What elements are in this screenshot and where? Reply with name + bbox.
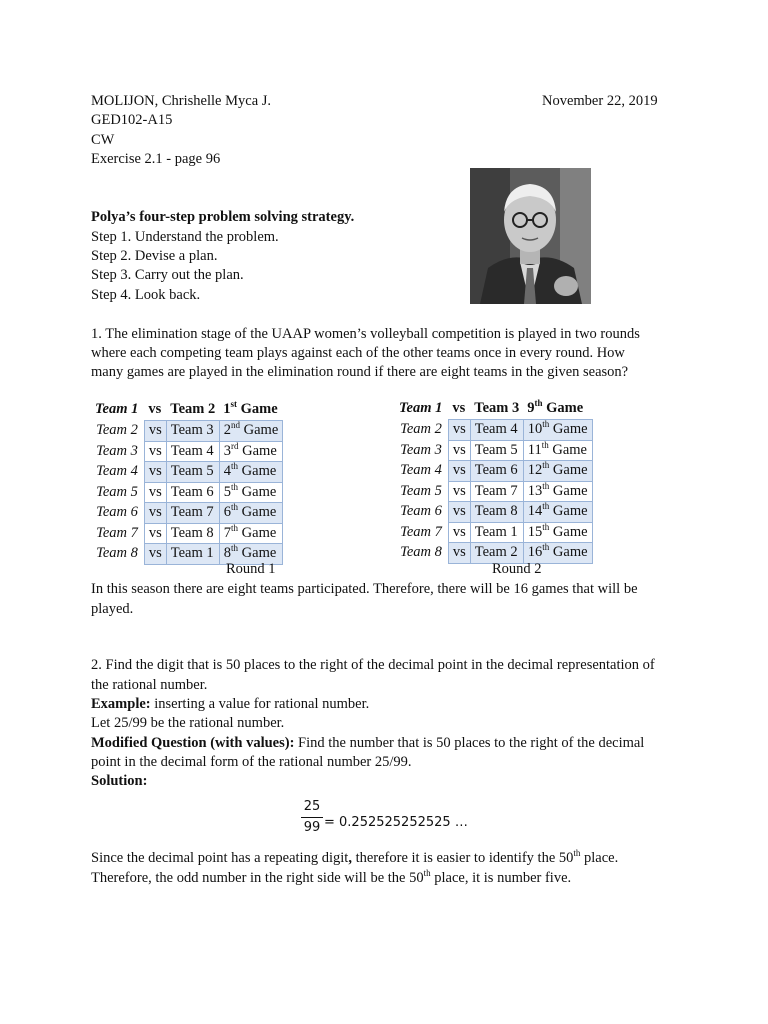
cell-game: 5th Game [219, 482, 283, 503]
cell-vs: vs [448, 481, 470, 502]
decimal-result: = 0.252525252525 … [324, 815, 468, 830]
q2-conclusion-line-2: Therefore, the odd number in the right side will be the 50th place, it is number five. [91, 868, 572, 886]
cell-game: 15th Game [523, 522, 592, 543]
cell-game: 10th Game [523, 420, 592, 441]
cell-vs: vs [144, 503, 166, 524]
cell-game: 13th Game [523, 481, 592, 502]
cell-team1: Team 3 [400, 441, 442, 458]
cell-team2: Team 2 [470, 543, 523, 564]
cell-team2: Team 3 [166, 421, 219, 442]
table-row [91, 523, 283, 544]
q2-solution-label: Solution: [91, 773, 148, 789]
header-team1: Team 1 [399, 400, 443, 416]
cell-game: 16th Game [523, 543, 592, 564]
cell-team2: Team 6 [470, 461, 523, 482]
q2-let-line: Let 25/99 be the rational number. [91, 715, 285, 731]
cell-vs: vs [144, 544, 166, 565]
table-row [395, 481, 592, 502]
cell-team1: Team 7 [400, 523, 442, 540]
cell-game: 6th Game [219, 503, 283, 524]
q1-answer-line-1: In this season there are eight teams participated. Therefore, there will be 16 games that will be [91, 581, 638, 597]
cell-team1: Team 4 [400, 462, 442, 478]
cell-vs: vs [448, 420, 470, 441]
q2-line-1: 2. Find the digit that is 50 places to the right of the decimal point in the decimal representation of [91, 657, 655, 673]
q1-line-1: 1. The elimination stage of the UAAP women’s volleyball competition is played in two rounds [91, 326, 640, 342]
cell-team2: Team 8 [166, 523, 219, 544]
table-row [395, 420, 592, 441]
cell-team2: Team 1 [166, 544, 219, 565]
q2-example: Example: inserting a value for rational number. [91, 696, 370, 712]
header-team3: Team 3 [474, 399, 520, 416]
cell-team2: Team 5 [470, 440, 523, 461]
cell-vs: vs [144, 523, 166, 544]
course-code: GED102-A15 [91, 112, 173, 128]
fraction-25-99 [301, 798, 323, 837]
polya-step-3: Step 3. Carry out the plan. [91, 267, 244, 283]
cell-team2: Team 4 [166, 441, 219, 462]
fraction-numerator: 25 [303, 799, 321, 814]
header-team2: Team 2 [170, 400, 216, 417]
polya-step-2: Step 2. Devise a plan. [91, 248, 218, 264]
cell-vs: vs [448, 440, 470, 461]
cell-team1: Team 2 [400, 421, 442, 437]
polya-step-4: Step 4. Look back. [91, 287, 201, 303]
table-row [91, 441, 283, 462]
cell-team1: Team 6 [96, 504, 138, 520]
cell-team1: Team 6 [400, 503, 442, 519]
cell-game: 11th Game [523, 440, 592, 461]
header-team1: Team 1 [95, 401, 139, 417]
fraction-denominator: 99 [303, 820, 321, 835]
header-game: 9th Game [527, 397, 584, 416]
round2-header-row [395, 398, 592, 420]
table-row [395, 440, 592, 461]
header-vs: vs [148, 400, 162, 417]
q1-answer-line-2: played. [91, 601, 134, 617]
cell-game: 2nd Game [219, 421, 283, 442]
q2-conclusion-line-1: Since the decimal point has a repeating digit, therefore it is easier to identify the 50th place. [91, 848, 619, 866]
polya-title: Polya’s four-step problem solving strategy. [91, 209, 355, 225]
work-type: CW [91, 132, 115, 148]
cell-vs: vs [448, 543, 470, 564]
q2-line-2: the rational number. [91, 677, 208, 693]
cell-team2: Team 7 [166, 503, 219, 524]
cell-game: 14th Game [523, 502, 592, 523]
cell-team2: Team 4 [470, 420, 523, 441]
table-row [91, 462, 283, 483]
cell-team1: Team 7 [96, 524, 138, 541]
cell-team2: Team 6 [166, 482, 219, 503]
cell-team2: Team 5 [166, 462, 219, 483]
round1-table [91, 399, 283, 565]
cell-vs: vs [144, 421, 166, 442]
cell-team1: Team 4 [96, 463, 138, 479]
cell-team1: Team 5 [96, 483, 138, 500]
header-game: 1st Game [223, 398, 278, 417]
cell-team1: Team 2 [96, 422, 138, 438]
q1-line-3: many games are played in the elimination round if there are eight teams in the given season? [91, 364, 629, 380]
polya-step-1: Step 1. Understand the problem. [91, 229, 279, 245]
q2-modified-line-1: Modified Question (with values): Find the number that is 50 places to the right of the decimal [91, 735, 645, 751]
portrait-image [470, 168, 591, 304]
round1-header-row [91, 399, 283, 421]
fraction-bar [301, 817, 323, 818]
cell-game: 4th Game [219, 462, 283, 483]
table-row [91, 482, 283, 503]
cell-team2: Team 1 [470, 522, 523, 543]
round2-table [395, 398, 593, 564]
cell-game: 3rd Game [219, 441, 283, 462]
cell-vs: vs [448, 522, 470, 543]
table-row [395, 461, 592, 482]
cell-team2: Team 7 [470, 481, 523, 502]
cell-team1: Team 5 [400, 482, 442, 499]
cell-vs: vs [144, 482, 166, 503]
table-row [395, 502, 592, 523]
table-row [91, 421, 283, 442]
q2-modified-line-2: point in the decimal form of the rational number 25/99. [91, 754, 412, 770]
table-row [395, 522, 592, 543]
cell-game: 7th Game [219, 523, 283, 544]
student-name: MOLIJON, Chrishelle Myca J. [91, 93, 272, 109]
cell-team1: Team 8 [400, 544, 442, 560]
round1-label: Round 1 [226, 561, 276, 577]
table-row [91, 503, 283, 524]
header-vs: vs [452, 399, 466, 416]
cell-vs: vs [448, 461, 470, 482]
cell-game: 12th Game [523, 461, 592, 482]
cell-game: 8th Game [219, 544, 283, 565]
cell-vs: vs [144, 441, 166, 462]
q1-line-2: where each competing team plays against each of the other teams once in every round. How [91, 345, 625, 361]
cell-team1: Team 3 [96, 442, 138, 459]
round2-label: Round 2 [492, 561, 542, 577]
cell-team2: Team 8 [470, 502, 523, 523]
cell-vs: vs [144, 462, 166, 483]
exercise-label: Exercise 2.1 - page 96 [91, 151, 221, 167]
cell-vs: vs [448, 502, 470, 523]
date: November 22, 2019 [542, 93, 658, 109]
cell-team1: Team 8 [96, 545, 138, 561]
polya-portrait [470, 168, 591, 304]
